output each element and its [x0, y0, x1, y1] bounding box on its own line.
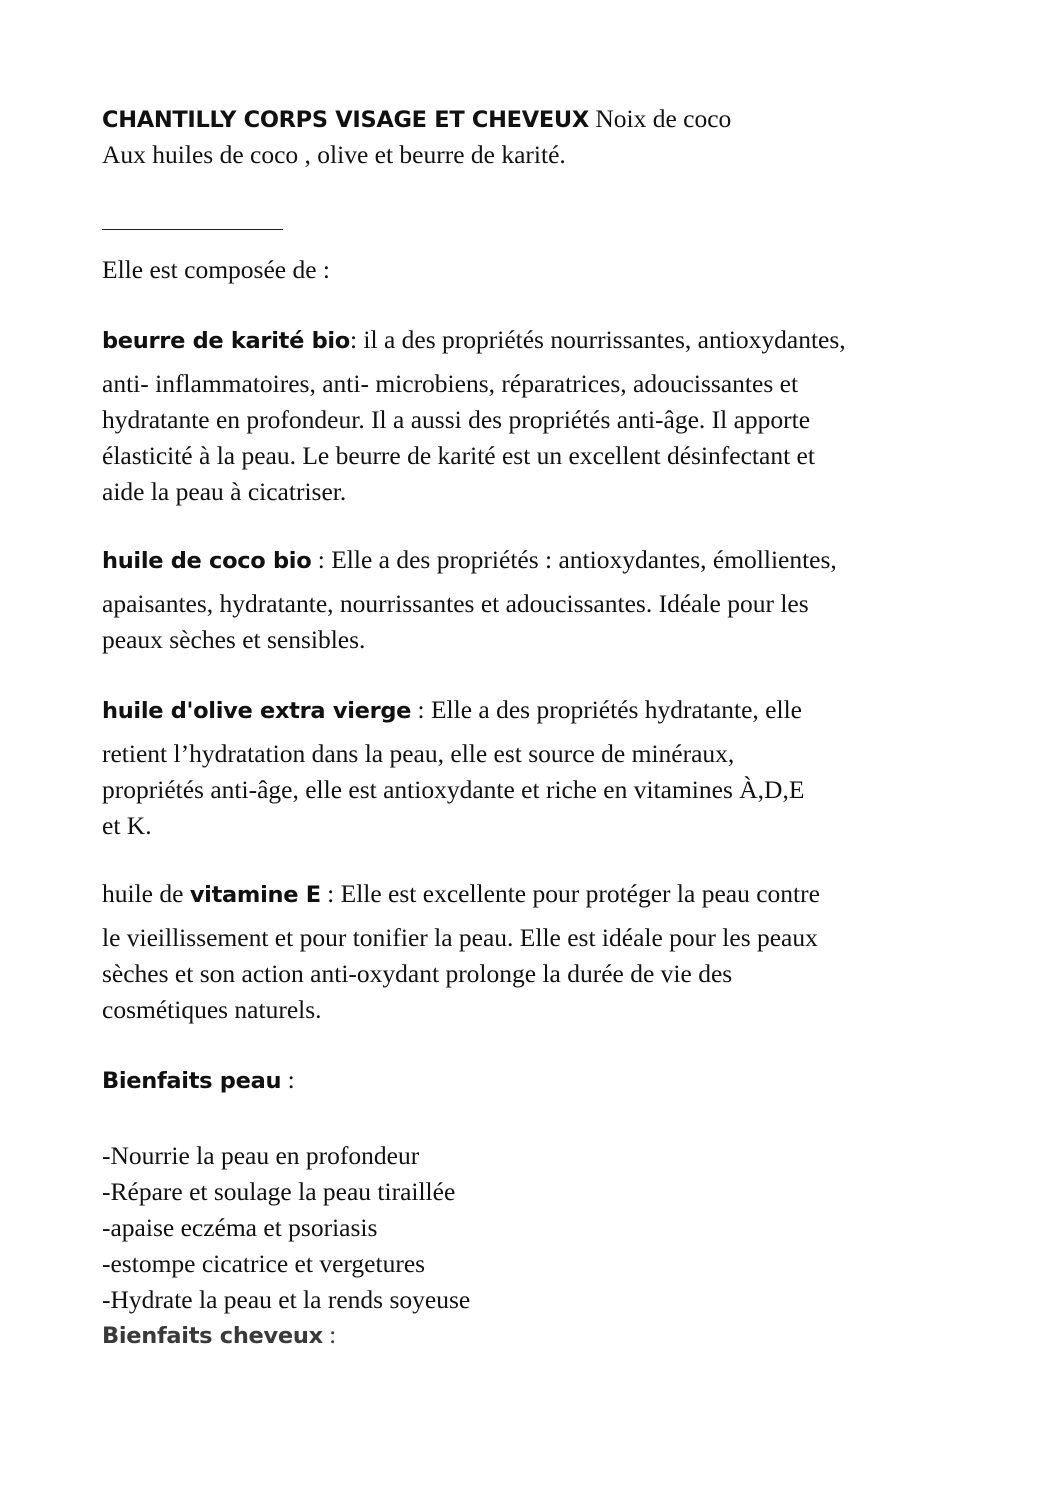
document-title	[102, 101, 982, 173]
ingredient-name: vitamine E	[189, 882, 321, 908]
ingredient-name: beurre de karité bio	[102, 328, 350, 354]
ingredient-coconut-oil: huile de coco bio : Elle a des propriétés : antioxydantes, émollientes, apaisantes, hydratante, nourrissantes et adoucissantes. Idéale pour les peaux sèches et sensibles.	[102, 545, 837, 654]
list-item: -estompe cicatrice et vergetures	[102, 1249, 426, 1278]
benefits-skin-list	[102, 1138, 982, 1318]
ingredient-shea-butter: beurre de karité bio: il a des propriétés nourrissantes, antioxydantes, anti- inflammatoires, anti- microbiens, réparatrices, adoucissantes et hydratante en profondeur. Il a aussi des propriétés anti-âge. Il apporte élasticité à la peau. Le beurre de karité est un excellent désinfectant et aide la peau à cicatriser.	[102, 325, 846, 506]
benefits-hair-heading: Bienfaits cheveux :	[102, 1320, 337, 1349]
ingredient-name: huile d'olive extra vierge	[102, 698, 412, 724]
ingredient-vitamin-e: huile de vitamine E : Elle est excellente pour protéger la peau contre le vieillissement et pour tonifier la peau. Elle est idéale pour les peaux sèches et son action anti-oxydant prolonge la durée de vie des cosmétiques naturels.	[102, 879, 820, 1024]
subtitle: Aux huiles de coco , olive et beurre de karité.	[102, 140, 566, 169]
intro-text: Elle est composée de :	[102, 255, 331, 284]
list-item: -Nourrie la peau en profondeur	[102, 1141, 420, 1170]
ingredient-olive-oil: huile d'olive extra vierge : Elle a des propriétés hydratante, elle retient l’hydratation dans la peau, elle est source de minéraux, propriétés anti-âge, elle est antioxydante et riche en vitamines À,D,E et K.	[102, 695, 805, 840]
title-bold: CHANTILLY CORPS VISAGE ET CHEVEUX	[102, 107, 589, 133]
list-item: -Répare et soulage la peau tiraillée	[102, 1177, 456, 1206]
benefits-skin-heading: Bienfaits peau :	[102, 1065, 295, 1094]
list-item: -apaise eczéma et psoriasis	[102, 1213, 378, 1242]
title-rest: Noix de coco	[588, 104, 732, 133]
list-item: -Hydrate la peau et la rends soyeuse	[102, 1285, 471, 1314]
ingredient-name: huile de coco bio	[102, 548, 312, 574]
separator-line	[102, 229, 283, 230]
